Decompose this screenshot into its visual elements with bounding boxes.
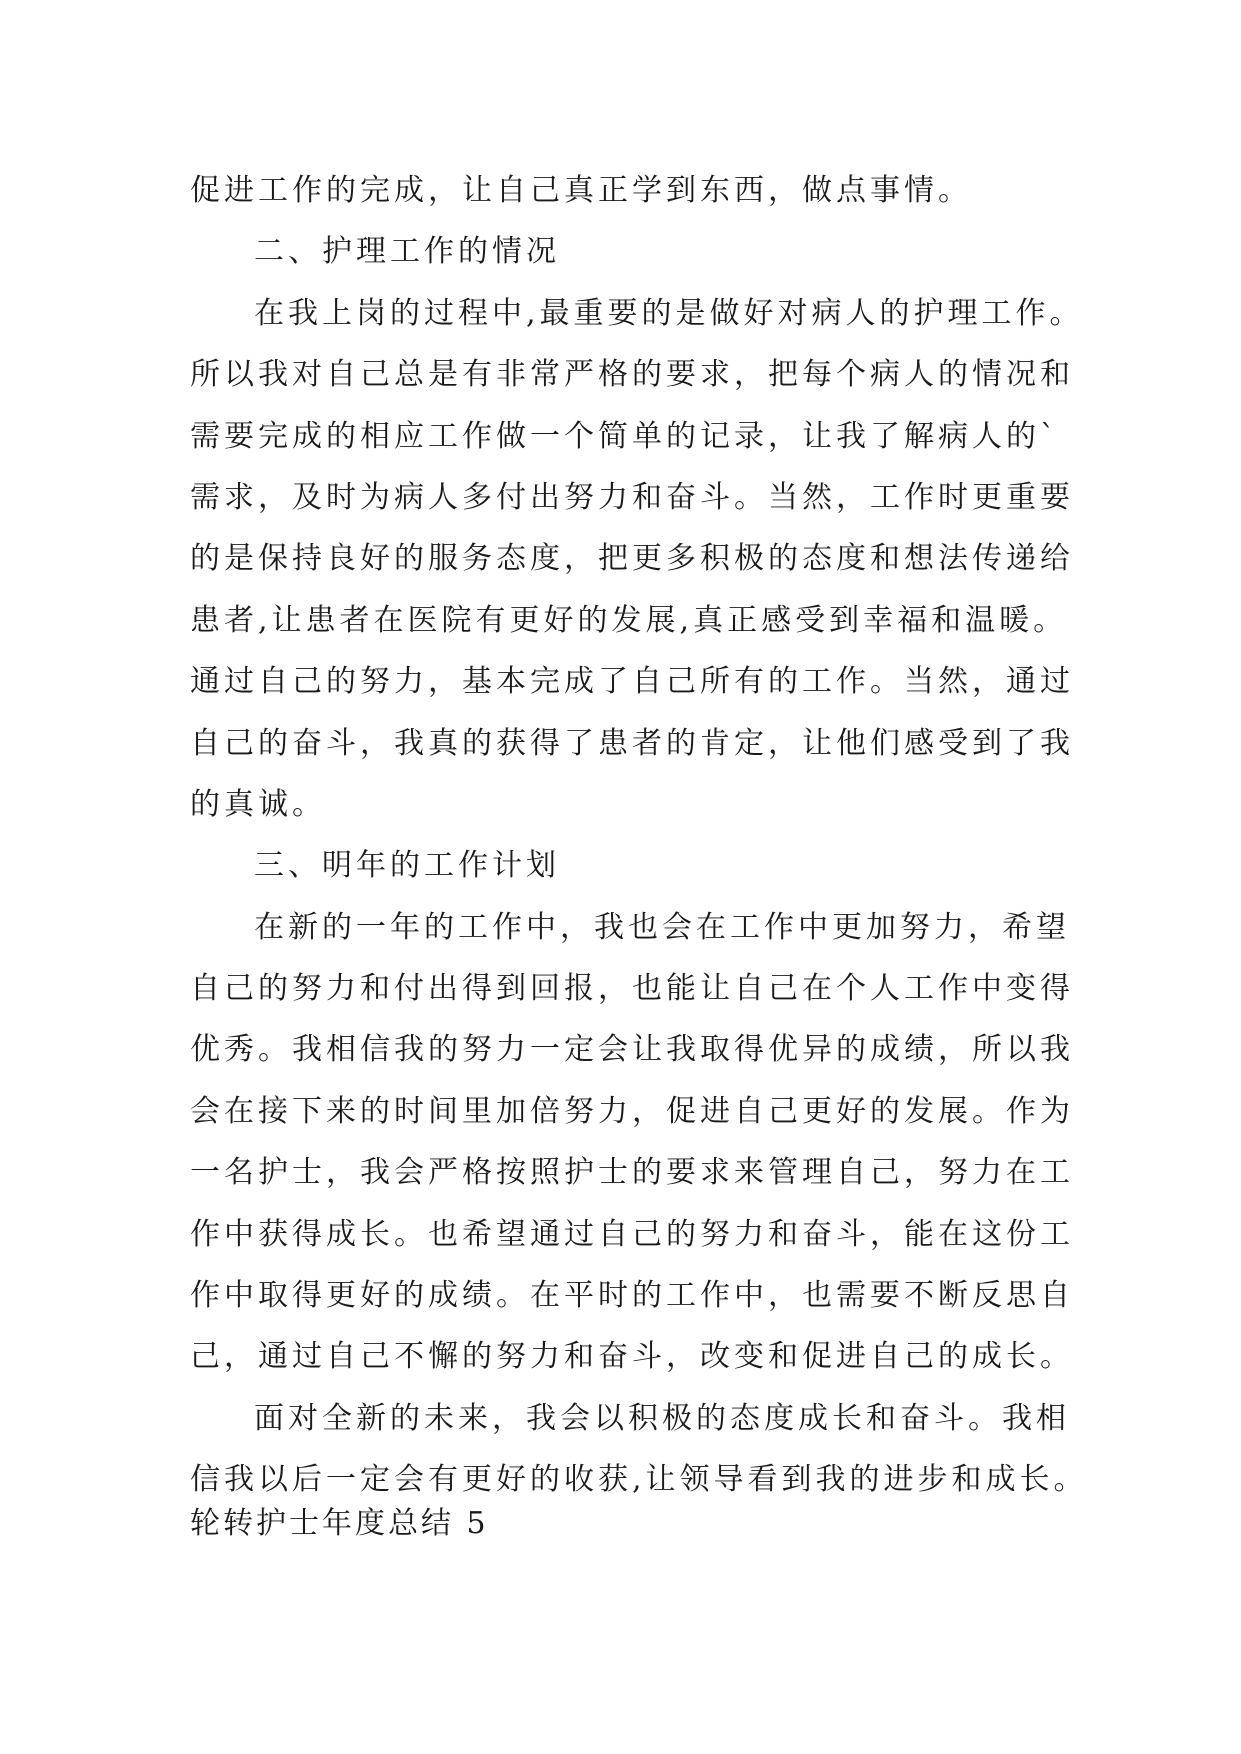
- body-line: 需求，及时为病人多付出努力和奋斗。当然，工作时更重要: [190, 479, 1074, 515]
- body-line: 通过自己的努力，基本完成了自己所有的工作。当然，通过: [190, 664, 1074, 700]
- section-heading: 三、明年的工作计划: [254, 848, 560, 884]
- body-line: 自己的努力和付出得到回报，也能让自己在个人工作中变得: [190, 971, 1074, 1007]
- section-heading: 二、护理工作的情况: [254, 234, 560, 270]
- body-line: 面对全新的未来，我会以积极的态度成长和奋斗。我相: [254, 1400, 1070, 1436]
- body-line: 促进工作的完成，让自己真正学到东西，做点事情。: [190, 173, 972, 208]
- body-line: 己，通过自己不懈的努力和奋斗，改变和促进自己的成长。: [190, 1339, 1074, 1375]
- body-line: 需要完成的相应工作做一个简单的记录，让我了解病人的`: [190, 418, 1059, 454]
- document-body: [190, 160, 1090, 1511]
- body-line: 患者,让患者在医院有更好的发展,真正感受到幸福和温暖。: [190, 602, 1068, 638]
- body-line: 在新的一年的工作中，我也会在工作中更加努力，希望: [254, 909, 1070, 945]
- body-line: 的是保持良好的服务态度，把更多积极的态度和想法传递给: [190, 541, 1074, 577]
- body-line: 在我上岗的过程中,最重要的是做好对病人的护理工作。: [254, 295, 1084, 331]
- section-title: 轮转护士年度总结 5: [190, 1506, 489, 1541]
- body-line: 信我以后一定会有更好的收获,让领导看到我的进步和成长。: [190, 1462, 1088, 1498]
- body-line: 作中取得更好的成绩。在平时的工作中，也需要不断反思自: [190, 1278, 1074, 1314]
- body-line: 自己的奋斗，我真的获得了患者的肯定，让他们感受到了我: [190, 725, 1074, 761]
- body-line: 的真诚。: [190, 786, 326, 822]
- body-line: 一名护士，我会严格按照护士的要求来管理自己，努力在工: [190, 1155, 1074, 1191]
- body-line: 作中获得成长。也希望通过自己的努力和奋斗，能在这份工: [190, 1216, 1074, 1252]
- body-line: 优秀。我相信我的努力一定会让我取得优异的成绩，所以我: [190, 1032, 1074, 1068]
- body-line: 所以我对自己总是有非常严格的要求，把每个病人的情况和: [190, 357, 1074, 393]
- body-line: 会在接下来的时间里加倍努力，促进自己更好的发展。作为: [190, 1093, 1074, 1129]
